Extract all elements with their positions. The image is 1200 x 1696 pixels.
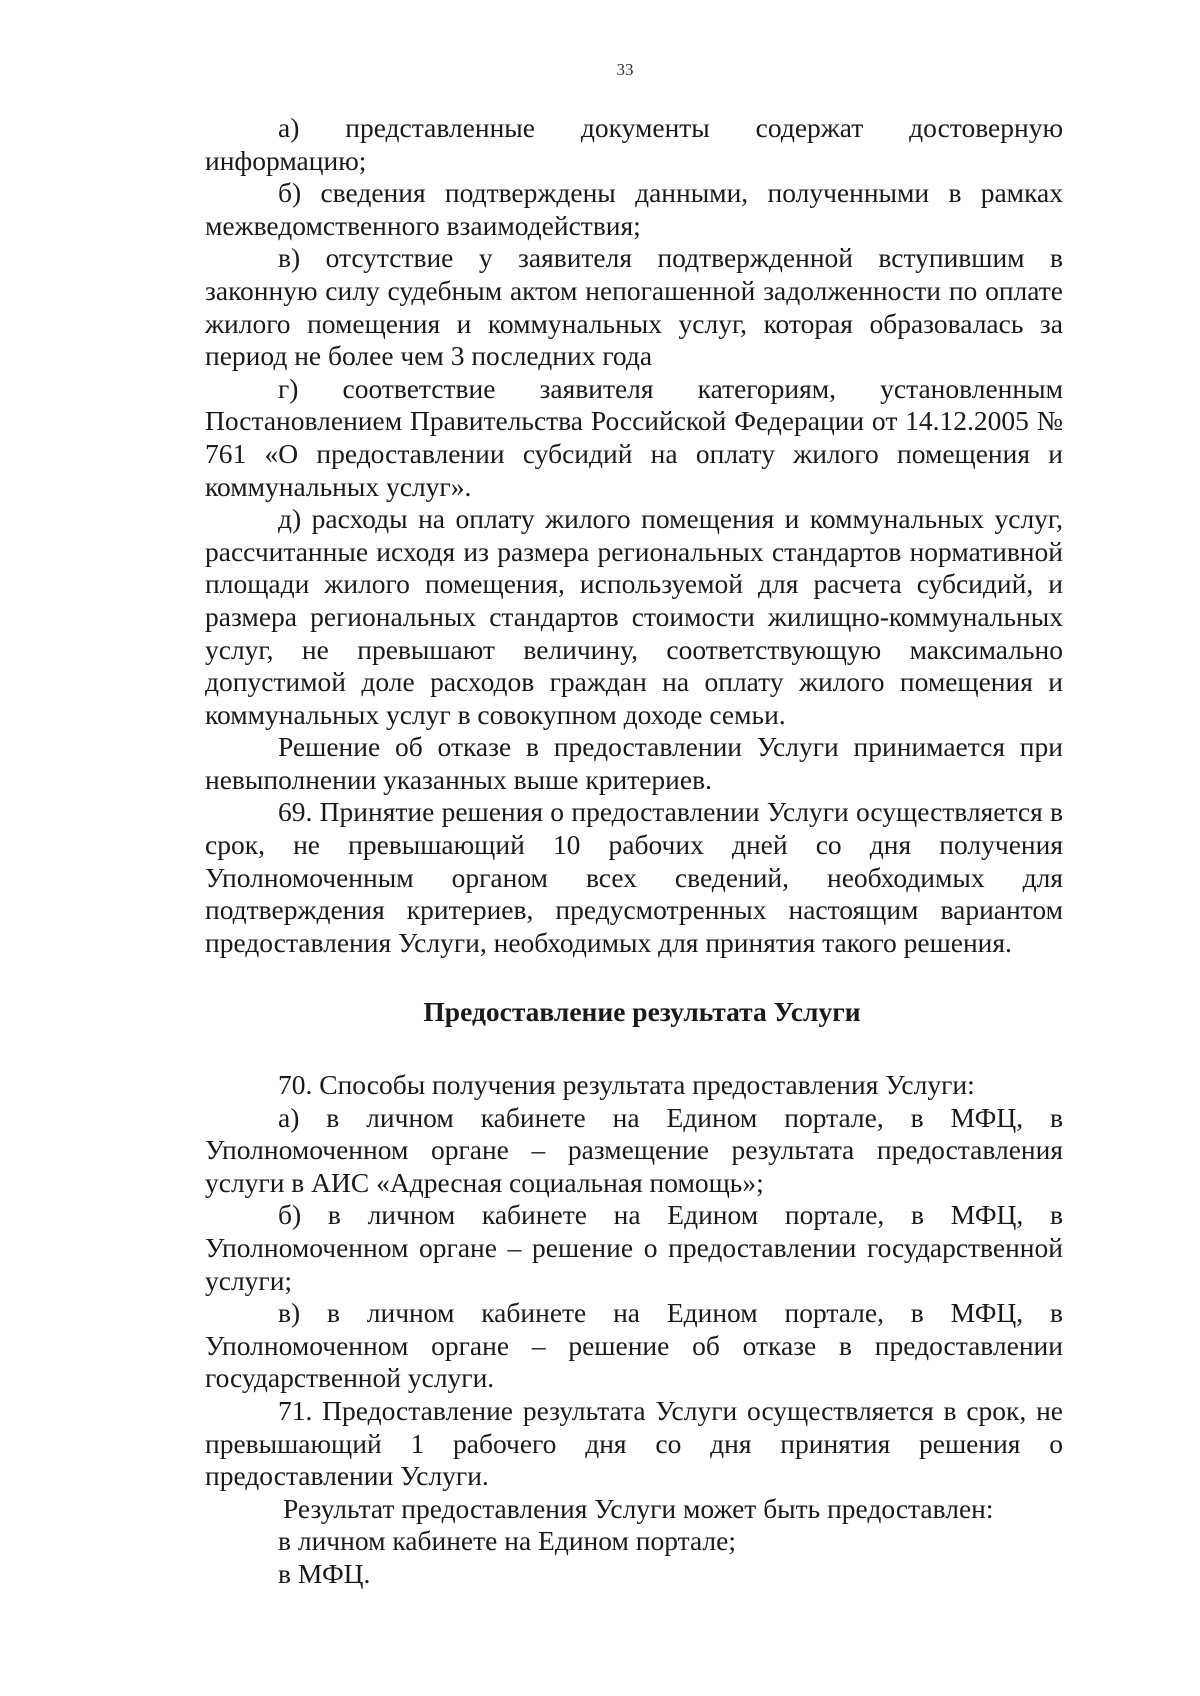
document-body bbox=[205, 112, 1063, 1591]
closing-line-result: Результат предоставления Услуги может быть предоставлен: bbox=[283, 1492, 994, 1524]
paragraph-70a-ais: а) в личном кабинете на Едином портале, в МФЦ, в Уполномоченном органе – размещение результата предоставления услуги в АИС «Адресная социальная помощь»; bbox=[205, 1101, 1063, 1198]
closing-line-portal: в личном кабинете на Едином портале; bbox=[278, 1525, 736, 1557]
page-number: 33 bbox=[616, 60, 634, 79]
paragraph-70-methods: 70. Способы получения результата предоставления Услуги: bbox=[278, 1069, 975, 1101]
paragraph-v-no-debt: в) отсутствие у заявителя подтвержденной вступившим в законную силу судебным актом непогашенной задолженности по оплате жилого помещения и коммунальных услуг, которая образовалась за период не более чем 3 последних года bbox=[205, 242, 1063, 372]
closing-line-mfc: в МФЦ. bbox=[278, 1557, 371, 1589]
paragraph-69-decision-term: 69. Принятие решения о предоставлении Услуги осуществляется в срок, не превышающий 10 рабочих дней со дня получения Уполномоченным органом всех сведений, необходимых для подтверждения критериев, предусмотренных настоящим вариантом предоставления Услуги, необходимых для принятия такого решения. bbox=[205, 796, 1063, 958]
paragraph-a-documents: а) представленные документы содержат достоверную информацию; bbox=[205, 112, 1063, 176]
paragraph-d-expenses: д) расходы на оплату жилого помещения и коммунальных услуг, рассчитанные исходя из размера региональных стандартов нормативной площади жилого помещения, используемой для расчета субсидий, и размера региональных стандартов стоимости жилищно-коммунальных услуг, не превышают величину, соответствующую максимально допустимой доле расходов граждан на оплату жилого помещения и коммунальных услуг в совокупном доходе семьи. bbox=[205, 503, 1063, 730]
paragraph-b-interagency: б) сведения подтверждены данными, полученными в рамках межведомственного взаимодействия; bbox=[205, 177, 1063, 241]
paragraph-g-categories: г) соответствие заявителя категориям, установленным Постановлением Правительства Российской Федерации от 14.12.2005 № 761 «О предоставлении субсидий на оплату жилого помещения и коммунальных услуг». bbox=[205, 372, 1063, 502]
paragraph-refusal-decision: Решение об отказе в предоставлении Услуги принимается при невыполнении указанных выше критериев. bbox=[205, 731, 1063, 795]
paragraph-70v-refusal: в) в личном кабинете на Едином портале, в МФЦ, в Уполномоченном органе – решение об отказе в предоставлении государственной услуги. bbox=[205, 1297, 1063, 1394]
paragraph-70b-approval: б) в личном кабинете на Едином портале, в МФЦ, в Уполномоченном органе – решение о предоставлении государственной услуги; bbox=[205, 1199, 1063, 1296]
paragraph-71-result-term: 71. Предоставление результата Услуги осуществляется в срок, не превышающий 1 рабочего дня со дня принятия решения о предоставлении Услуги. bbox=[205, 1394, 1063, 1492]
section-heading: Предоставление результата Услуги bbox=[423, 996, 861, 1028]
